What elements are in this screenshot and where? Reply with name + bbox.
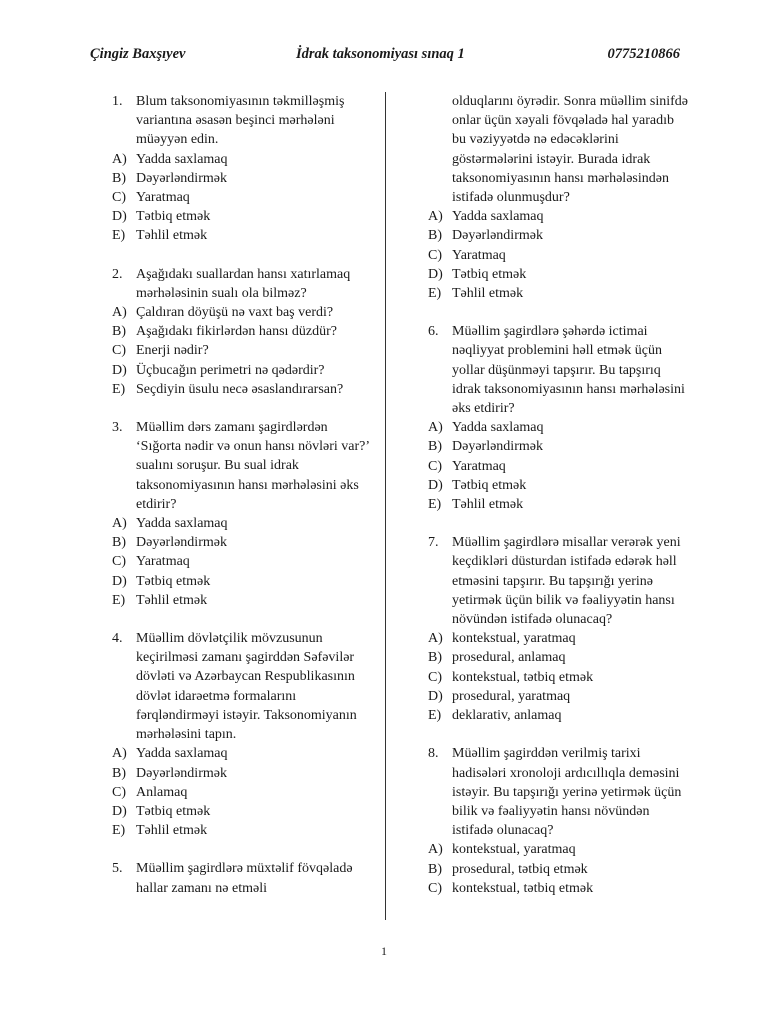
option-text: Yaratmaq (136, 190, 190, 206)
question-1 (112, 92, 374, 246)
question-5-continuation (428, 92, 690, 303)
option-letter: A) (428, 420, 443, 436)
option-letter: D) (112, 362, 127, 378)
question-text: Müəllim dövlətçilik mövzusunun keçirilməsi zamanı şagirddən Səfəvilər dövləti və Azərbaycan Respublikasının dövlət idarəetmə formalarını fərqləndirməyi istəyir. Taksonomiyanın mərhələsini tapın. (136, 631, 357, 743)
test-title: İdrak taksonomiyası sınaq 1 (296, 46, 465, 62)
option-text: Yadda saxlamaq (452, 420, 544, 436)
option-letter: D) (428, 477, 443, 493)
option-letter: E) (428, 286, 442, 302)
option-text: Təhlil etmək (136, 823, 208, 839)
option-text: Yaratmaq (136, 554, 190, 570)
option-text: Dəyərləndirmək (136, 535, 227, 551)
question-number: 7. (428, 535, 439, 551)
option-letter: E) (428, 708, 442, 724)
answer-option (112, 341, 374, 360)
question-text: Müəllim şagirddən verilmiş tarixi hadisələri xronoloji ardıcıllıqla deməsini istəyir. Bu tapşırığı yerinə yetirmək üçün bilik və fəaliyyətin hansı növündən istifadə olunacaq? (452, 746, 682, 839)
option-text: Enerji nədir? (136, 343, 209, 359)
option-letter: A) (428, 209, 443, 225)
question-8 (428, 744, 690, 898)
option-letter: C) (112, 784, 126, 800)
question-text: Blum taksonomiyasının təkmilləşmiş variantına əsasən beşinci mərhələni müəyyən edin. (136, 94, 345, 148)
option-letter: B) (428, 861, 442, 877)
option-text: deklarativ, anlamaq (452, 708, 562, 724)
option-letter: D) (428, 688, 443, 704)
answer-option (112, 552, 374, 571)
question-number: 5. (112, 861, 123, 877)
question-stem (112, 265, 374, 303)
option-text: kontekstual, tətbiq etmək (452, 880, 594, 896)
option-text: Tətbiq etmək (452, 266, 527, 282)
question-number: 1. (112, 94, 123, 109)
option-letter: D) (112, 803, 127, 819)
question-number: 4. (112, 631, 123, 647)
answer-option (428, 265, 690, 284)
option-text: Təhlil etmək (452, 497, 524, 513)
answer-option (112, 821, 374, 840)
answer-option (428, 226, 690, 245)
answer-option (428, 495, 690, 514)
question-text: Müəllim şagirdlərə şəhərdə ictimai nəqliyyat problemini həll etmək üçün yollar düşünməyi tapşırır. Bu tapşırıq idrak taksonomiyasının hansı mərhələsini əks etdirir? (452, 324, 685, 417)
option-text: Aşağıdakı fikirlərdən hansı düzdür? (136, 324, 337, 340)
option-letter: C) (112, 554, 126, 570)
question-stem (428, 744, 690, 840)
option-letter: B) (428, 650, 442, 666)
answer-option (112, 802, 374, 821)
option-letter: B) (112, 535, 126, 551)
answer-option (428, 437, 690, 456)
option-text: Dəyərləndirmək (452, 439, 543, 455)
option-letter: E) (112, 228, 126, 244)
question-7 (428, 533, 690, 725)
option-letter: C) (428, 669, 442, 685)
option-letter: C) (428, 880, 442, 896)
option-text: Dəyərləndirmək (136, 170, 227, 186)
page-header (90, 46, 680, 66)
answer-option (428, 648, 690, 667)
question-text: Müəllim şagirdlərə misallar verərək yeni keçdikləri düsturdan istifadə edərək həll etməsini tapşırır. Bu tapşırığı yerinə yetirmək üçün bilik və fəaliyyətin hansı növündən istifadə olunacaq? (452, 535, 681, 628)
option-text: Yaratmaq (452, 458, 506, 474)
option-letter: E) (112, 381, 126, 397)
option-letter: C) (112, 190, 126, 206)
question-stem (112, 629, 374, 744)
page-number: 1 (381, 944, 387, 958)
option-text: Təhlil etmək (136, 228, 208, 244)
question-stem (112, 859, 374, 897)
option-text: Yadda saxlamaq (136, 746, 228, 762)
option-text: Yadda saxlamaq (136, 516, 228, 532)
answer-option (112, 380, 374, 399)
answer-option (428, 879, 690, 898)
answer-option (112, 514, 374, 533)
question-6 (428, 322, 690, 514)
option-text: Tətbiq etmək (136, 209, 211, 225)
question-4 (112, 629, 374, 840)
option-text: Dəyərləndirmək (136, 765, 227, 781)
option-letter: B) (112, 765, 126, 781)
answer-option (112, 744, 374, 763)
answer-option (428, 860, 690, 879)
answer-option (428, 687, 690, 706)
option-letter: B) (112, 170, 126, 186)
author-name: Çingiz Baxşıyev (90, 46, 186, 62)
question-number: 2. (112, 266, 123, 282)
option-letter: D) (112, 209, 127, 225)
option-letter: E) (112, 823, 126, 839)
option-letter: B) (428, 439, 442, 455)
option-text: prosedural, yaratmaq (452, 688, 571, 704)
question-number: 3. (112, 420, 123, 436)
option-letter: A) (428, 842, 443, 858)
option-letter: C) (428, 458, 442, 474)
option-letter: C) (112, 343, 126, 359)
option-text: prosedural, anlamaq (452, 650, 566, 666)
option-text: prosedural, tətbiq etmək (452, 861, 588, 877)
option-text: kontekstual, tətbiq etmək (452, 669, 594, 685)
question-stem-continuation: olduqlarını öyrədir. Sonra müəllim sinifdə onlar üçün xəyali fövqəladə hal yaradıb bu vəziyyətdə nə edəcəklərini göstərmələrini istəyir. Burada idrak taksonomiyasının hansı mərhələsindən istifadə olunmuşdur? (452, 94, 689, 206)
answer-option (112, 150, 374, 169)
option-text: kontekstual, yaratmaq (452, 842, 576, 858)
option-text: kontekstual, yaratmaq (452, 631, 576, 647)
answer-option (112, 361, 374, 380)
option-text: Dəyərləndirmək (452, 228, 543, 244)
left-column (112, 92, 374, 917)
answer-option (112, 226, 374, 245)
answer-option (112, 533, 374, 552)
phone-number: 0775210866 (607, 46, 680, 62)
question-number: 6. (428, 324, 439, 340)
option-letter: A) (112, 305, 127, 321)
option-letter: D) (112, 573, 127, 589)
answer-option (428, 629, 690, 648)
option-text: Təhlil etmək (136, 592, 208, 608)
answer-option (428, 284, 690, 303)
question-text: Müəllim şagirdlərə müxtəlif fövqəladə hallar zamanı nə etməli (136, 861, 353, 896)
option-text: Təhlil etmək (452, 286, 524, 302)
answer-option (112, 764, 374, 783)
answer-option (428, 207, 690, 226)
option-letter: B) (428, 228, 442, 244)
answer-option (112, 322, 374, 341)
option-letter: A) (428, 631, 443, 647)
answer-option (428, 476, 690, 495)
option-letter: A) (112, 516, 127, 532)
option-letter: D) (428, 266, 443, 282)
answer-option (112, 591, 374, 610)
answer-option (112, 572, 374, 591)
option-text: Üçbucağın perimetri nə qədərdir? (136, 362, 325, 378)
answer-option (428, 706, 690, 725)
option-text: Tətbiq etmək (452, 477, 527, 493)
option-text: Seçdiyin üsulu necə əsaslandırarsan? (136, 381, 344, 397)
question-text: Müəllim dərs zamanı şagirdlərdən ‘Sığorta nədir və onun hansı növləri var?’ sualını soruşur. Bu sual idrak taksonomiyasının hansı mərhələsini əks etdirir? (136, 420, 370, 512)
option-letter: A) (112, 151, 127, 167)
question-5 (112, 859, 374, 897)
option-letter: E) (112, 592, 126, 608)
column-divider (385, 92, 386, 920)
right-column (428, 92, 690, 917)
question-number: 8. (428, 746, 439, 762)
question-stem (428, 533, 690, 629)
option-text: Tətbiq etmək (136, 573, 211, 589)
option-letter: E) (428, 497, 442, 513)
answer-option (112, 303, 374, 322)
option-text: Yadda saxlamaq (136, 151, 228, 167)
option-letter: C) (428, 247, 442, 263)
option-text: Yaratmaq (452, 247, 506, 263)
option-text: Anlamaq (136, 784, 188, 800)
option-letter: B) (112, 324, 126, 340)
answer-option (428, 418, 690, 437)
question-stem (112, 418, 374, 514)
option-letter: A) (112, 746, 127, 762)
question-2 (112, 265, 374, 399)
answer-option (112, 207, 374, 226)
answer-option (112, 169, 374, 188)
option-text: Yadda saxlamaq (452, 209, 544, 225)
question-3 (112, 418, 374, 610)
answer-option (112, 783, 374, 802)
answer-option (112, 188, 374, 207)
option-text: Tətbiq etmək (136, 803, 211, 819)
answer-option (428, 668, 690, 687)
question-stem (112, 92, 374, 150)
answer-option (428, 457, 690, 476)
answer-option (428, 840, 690, 859)
answer-option (428, 246, 690, 265)
option-text: Çaldıran döyüşü nə vaxt baş verdi? (136, 305, 334, 321)
question-text: Aşağıdakı suallardan hansı xatırlamaq mərhələsinin sualı ola bilməz? (136, 266, 351, 301)
question-stem (428, 322, 690, 418)
